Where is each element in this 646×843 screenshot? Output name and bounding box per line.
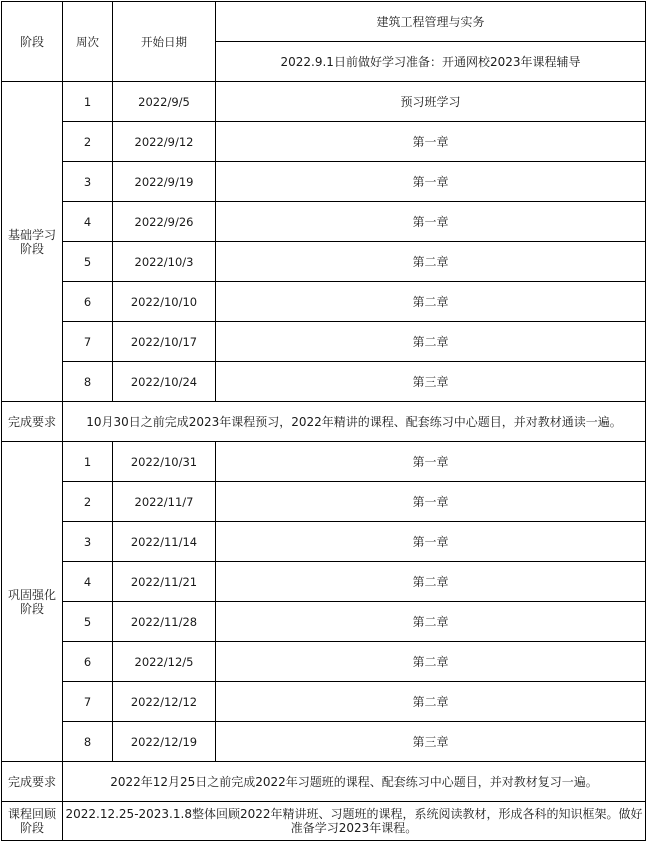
content-cell: 第二章 bbox=[216, 322, 646, 362]
week-cell: 2 bbox=[63, 482, 113, 522]
content-cell: 第一章 bbox=[216, 122, 646, 162]
date-cell: 2022/9/5 bbox=[113, 82, 216, 122]
content-cell: 第一章 bbox=[216, 162, 646, 202]
content-cell: 第二章 bbox=[216, 282, 646, 322]
week-cell: 7 bbox=[63, 682, 113, 722]
content-cell: 第二章 bbox=[216, 642, 646, 682]
review-text: 2022.12.25-2023.1.8整体回顾2022年精讲班、习题班的课程，系统阅读教材，形成各科的知识框架。做好准备学习2023年课程。 bbox=[63, 802, 646, 841]
table-row bbox=[2, 522, 646, 562]
header-row bbox=[2, 2, 646, 42]
week-cell: 6 bbox=[63, 642, 113, 682]
content-cell: 第二章 bbox=[216, 602, 646, 642]
week-cell: 2 bbox=[63, 122, 113, 162]
date-cell: 2022/12/5 bbox=[113, 642, 216, 682]
table-row bbox=[2, 202, 646, 242]
week-cell: 3 bbox=[63, 162, 113, 202]
week-cell: 4 bbox=[63, 562, 113, 602]
table-row bbox=[2, 682, 646, 722]
week-cell: 8 bbox=[63, 362, 113, 402]
content-cell: 预习班学习 bbox=[216, 82, 646, 122]
date-cell: 2022/11/28 bbox=[113, 602, 216, 642]
week-cell: 5 bbox=[63, 242, 113, 282]
table-row bbox=[2, 242, 646, 282]
table-row bbox=[2, 602, 646, 642]
date-cell: 2022/11/21 bbox=[113, 562, 216, 602]
content-cell: 第一章 bbox=[216, 522, 646, 562]
week-cell: 1 bbox=[63, 442, 113, 482]
requirement-label: 完成要求 bbox=[2, 402, 63, 442]
content-cell: 第一章 bbox=[216, 482, 646, 522]
date-cell: 2022/9/12 bbox=[113, 122, 216, 162]
date-cell: 2022/10/17 bbox=[113, 322, 216, 362]
content-cell: 第三章 bbox=[216, 362, 646, 402]
table-row bbox=[2, 722, 646, 762]
table-row bbox=[2, 162, 646, 202]
week-cell: 3 bbox=[63, 522, 113, 562]
date-cell: 2022/12/19 bbox=[113, 722, 216, 762]
table-row bbox=[2, 362, 646, 402]
week-cell: 7 bbox=[63, 322, 113, 362]
consolidation-requirement-row bbox=[2, 762, 646, 802]
table-row bbox=[2, 562, 646, 602]
review-row bbox=[2, 802, 646, 841]
date-cell: 2022/9/19 bbox=[113, 162, 216, 202]
week-cell: 1 bbox=[63, 82, 113, 122]
table-row bbox=[2, 442, 646, 482]
date-cell: 2022/9/26 bbox=[113, 202, 216, 242]
content-cell: 第三章 bbox=[216, 722, 646, 762]
basic-stage-label: 基础学习 阶段 bbox=[2, 82, 63, 402]
prep-note: 2022.9.1日前做好学习准备：开通网校2023年课程辅导 bbox=[216, 42, 646, 82]
requirement-text: 10月30日之前完成2023年课程预习，2022年精讲的课程、配套练习中心题目，并对教材通读一遍。 bbox=[63, 402, 646, 442]
week-cell: 5 bbox=[63, 602, 113, 642]
date-cell: 2022/12/12 bbox=[113, 682, 216, 722]
date-cell: 2022/11/7 bbox=[113, 482, 216, 522]
basic-requirement-row bbox=[2, 402, 646, 442]
header-stage: 阶段 bbox=[2, 2, 63, 82]
table-row bbox=[2, 82, 646, 122]
date-cell: 2022/10/10 bbox=[113, 282, 216, 322]
consolidation-stage-label: 巩固强化 阶段 bbox=[2, 442, 63, 762]
content-cell: 第一章 bbox=[216, 202, 646, 242]
content-cell: 第二章 bbox=[216, 562, 646, 602]
content-cell: 第一章 bbox=[216, 442, 646, 482]
header-start-date: 开始日期 bbox=[113, 2, 216, 82]
table-row bbox=[2, 322, 646, 362]
date-cell: 2022/10/3 bbox=[113, 242, 216, 282]
week-cell: 4 bbox=[63, 202, 113, 242]
table-row bbox=[2, 122, 646, 162]
requirement-label: 完成要求 bbox=[2, 762, 63, 802]
requirement-text: 2022年12月25日之前完成2022年习题班的课程、配套练习中心题目，并对教材复习一遍。 bbox=[63, 762, 646, 802]
header-subject: 建筑工程管理与实务 bbox=[216, 2, 646, 42]
date-cell: 2022/11/14 bbox=[113, 522, 216, 562]
content-cell: 第二章 bbox=[216, 682, 646, 722]
header-week: 周次 bbox=[63, 2, 113, 82]
week-cell: 8 bbox=[63, 722, 113, 762]
week-cell: 6 bbox=[63, 282, 113, 322]
table-row bbox=[2, 282, 646, 322]
date-cell: 2022/10/24 bbox=[113, 362, 216, 402]
content-cell: 第二章 bbox=[216, 242, 646, 282]
date-cell: 2022/10/31 bbox=[113, 442, 216, 482]
study-schedule-table bbox=[1, 1, 646, 841]
review-stage-label: 课程回顾 阶段 bbox=[2, 802, 63, 841]
table-row bbox=[2, 642, 646, 682]
table-row bbox=[2, 482, 646, 522]
